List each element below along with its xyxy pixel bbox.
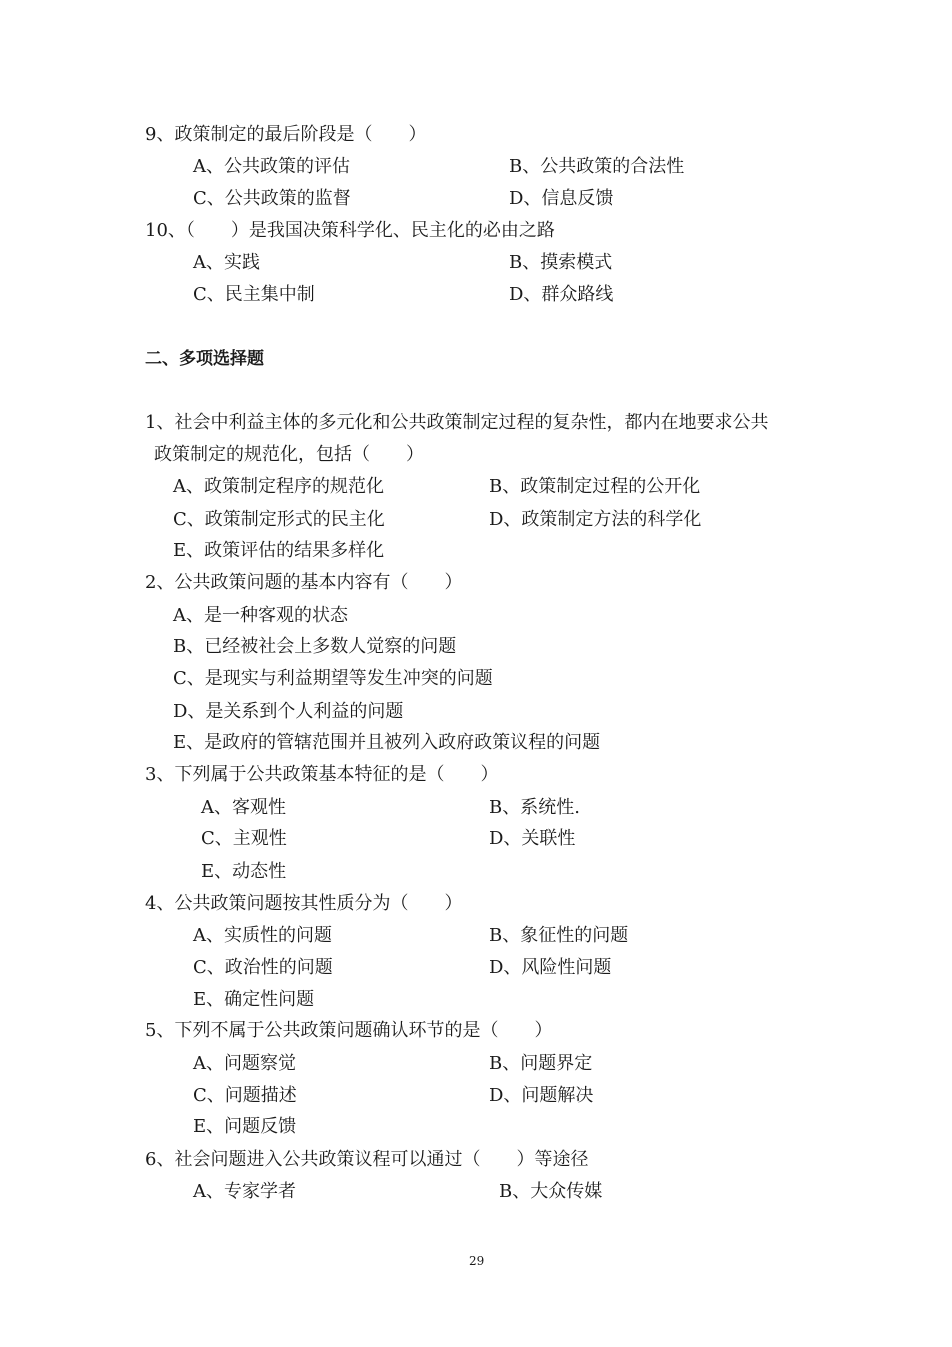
option-text: E、动态性 <box>201 861 287 882</box>
option-text: C、是现实与利益期望等发生冲突的问题 <box>173 668 493 689</box>
option-text: B、摸索模式 <box>509 252 613 273</box>
option-text: A、专家学者 <box>193 1181 296 1202</box>
option-text: A、是一种客观的状态 <box>173 605 348 626</box>
option-text: D、问题解决 <box>489 1085 594 1106</box>
question-multi-6: 6、社会问题进入公共政策议程可以通过（ ）等途径 <box>145 1149 589 1170</box>
option-text: E、是政府的管辖范围并且被列入政府政策议程的问题 <box>173 732 601 753</box>
option-text: B、象征性的问题 <box>489 925 629 946</box>
option-text: A、公共政策的评估 <box>193 156 350 177</box>
question-multi-3: 3、下列属于公共政策基本特征的是（ ） <box>145 764 499 785</box>
option-text: B、问题界定 <box>489 1053 593 1074</box>
option-text: C、主观性 <box>201 828 287 849</box>
option-text: A、客观性 <box>201 797 286 818</box>
question-9: 9、政策制定的最后阶段是（ ） <box>145 124 427 145</box>
option-text: C、政治性的问题 <box>193 957 333 978</box>
option-text: E、政策评估的结果多样化 <box>173 540 385 561</box>
option-text: D、风险性问题 <box>489 957 612 978</box>
question-multi-1: 1、社会中利益主体的多元化和公共政策制定过程的复杂性，都内在地要求公共 <box>145 412 769 433</box>
option-text: A、实践 <box>193 252 260 273</box>
question-10: 10、（ ）是我国决策科学化、民主化的必由之路 <box>145 220 555 241</box>
question-multi-5: 5、下列不属于公共政策问题确认环节的是（ ） <box>145 1020 553 1041</box>
option-text: B、公共政策的合法性 <box>509 156 685 177</box>
option-text: A、实质性的问题 <box>193 925 332 946</box>
option-text: C、公共政策的监督 <box>193 188 351 209</box>
page-number: 29 <box>469 1254 485 1268</box>
option-text: B、政策制定过程的公开化 <box>489 476 701 497</box>
option-text: B、大众传媒 <box>499 1181 603 1202</box>
option-text: A、问题察觉 <box>193 1053 296 1074</box>
option-text: D、关联性 <box>489 828 576 849</box>
section-title: 二、多项选择题 <box>145 349 264 369</box>
option-text: E、问题反馈 <box>193 1116 297 1137</box>
option-text: C、问题描述 <box>193 1085 297 1106</box>
option-text: D、群众路线 <box>509 284 614 305</box>
option-text: C、民主集中制 <box>193 284 315 305</box>
question-multi-4: 4、公共政策问题按其性质分为（ ） <box>145 893 463 914</box>
option-text: C、政策制定形式的民主化 <box>173 509 385 530</box>
option-text: E、确定性问题 <box>193 989 315 1010</box>
option-text: B、已经被社会上多数人觉察的问题 <box>173 636 457 657</box>
question-multi-2: 2、公共政策问题的基本内容有（ ） <box>145 572 463 593</box>
option-text: D、信息反馈 <box>509 188 614 209</box>
option-text: D、政策制定方法的科学化 <box>489 509 702 530</box>
question-multi-1-cont: 政策制定的规范化，包括（ ） <box>154 444 424 465</box>
option-text: D、是关系到个人利益的问题 <box>173 701 404 722</box>
option-text: A、政策制定程序的规范化 <box>173 476 384 497</box>
option-text: B、系统性. <box>489 797 580 818</box>
